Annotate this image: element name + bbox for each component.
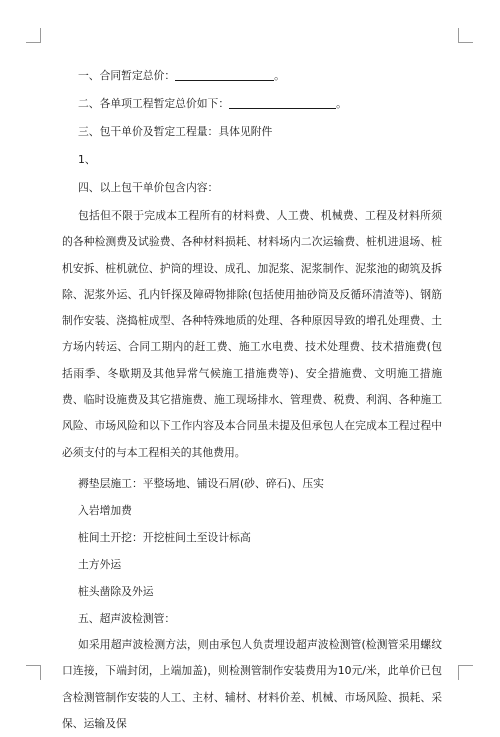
pile-head-removal-paragraph: 桩头凿除及外运 [78, 584, 154, 598]
crop-mark-top-left [26, 28, 41, 43]
item-2-blank [229, 94, 336, 109]
earth-transport-paragraph: 土方外运 [78, 557, 122, 571]
scope-paragraph: 包括但不限于完成本工程所有的材料费、人工费、机械费、工程及材料所须的各种检测费及试验费、各种材料损耗、材料场内二次运输费、桩机进退场、桩机安拆、桩机就位、护筒的埋设、成孔、加泥浆、泥浆制作、泥浆池的砌筑及拆除、泥浆外运、孔内钎探及障碍物排除(包括使用抽砂筒及反循环清渣等)、钢筋制作安装、浇捣桩成型、各种特殊地质的处理、各种原因导致的增孔处理费、土方场内转运、合同工期内的赶工费、施工水电费、技术处理费、技术措施费(包括雨季、冬歇期及其他异常气候施工措施费等)、安全措施费、文明施工措施费、临时设施费及其它措施费、施工现场排水、管理费、税费、利润、各种施工风险、市场风险和以下工作内容及本合同虽未提及但承包人在完成本工程过程中必须支付的与本工程相关的其他费用。 [62, 209, 442, 459]
pile-soil-excavation-paragraph: 桩间土开挖：开挖桩间土至设计标高 [78, 530, 251, 544]
item-3-label: 三、包干单价及暂定工程量：具体见附件 [78, 125, 273, 138]
item-sub-1-label: 1、 [78, 153, 96, 166]
document-page [62, 63, 442, 737]
cushion-layer-paragraph: 褥垫层施工：平整场地、铺设石屑(砂、碎石)、压实 [78, 476, 324, 490]
item-2-label: 二、各单项工程暂定总价如下： [78, 97, 230, 110]
ultrasonic-paragraph: 如采用超声波检测方法，则由承包人负责埋设超声波检测管(检测管采用螺纹口连接，下端封闭，上端加盖)，则检测管制作安装费用为10元/米，此单价已包含检测管制作安装的人工、主材、辅材、材料价差、机械、市场风险、损耗、采保、运输及保 [62, 637, 442, 730]
item-5: 五、超声波检测管： [78, 611, 176, 625]
item-4-label: 四、以上包干单价包含内容： [78, 181, 219, 194]
crop-mark-top-right [458, 28, 473, 43]
item-3 [78, 119, 442, 145]
rock-entry-paragraph: 入岩增加费 [78, 503, 132, 517]
item-1-blank [175, 66, 274, 81]
item-2-suffix: 。 [336, 97, 347, 110]
item-sub-1 [78, 147, 442, 173]
crop-mark-bottom-left [26, 665, 41, 680]
item-2 [78, 91, 442, 117]
item-4 [78, 175, 442, 201]
item-1 [78, 63, 442, 89]
item-1-suffix: 。 [274, 69, 285, 82]
crop-mark-bottom-right [458, 665, 473, 680]
item-1-label: 一、合同暂定总价： [78, 69, 176, 82]
